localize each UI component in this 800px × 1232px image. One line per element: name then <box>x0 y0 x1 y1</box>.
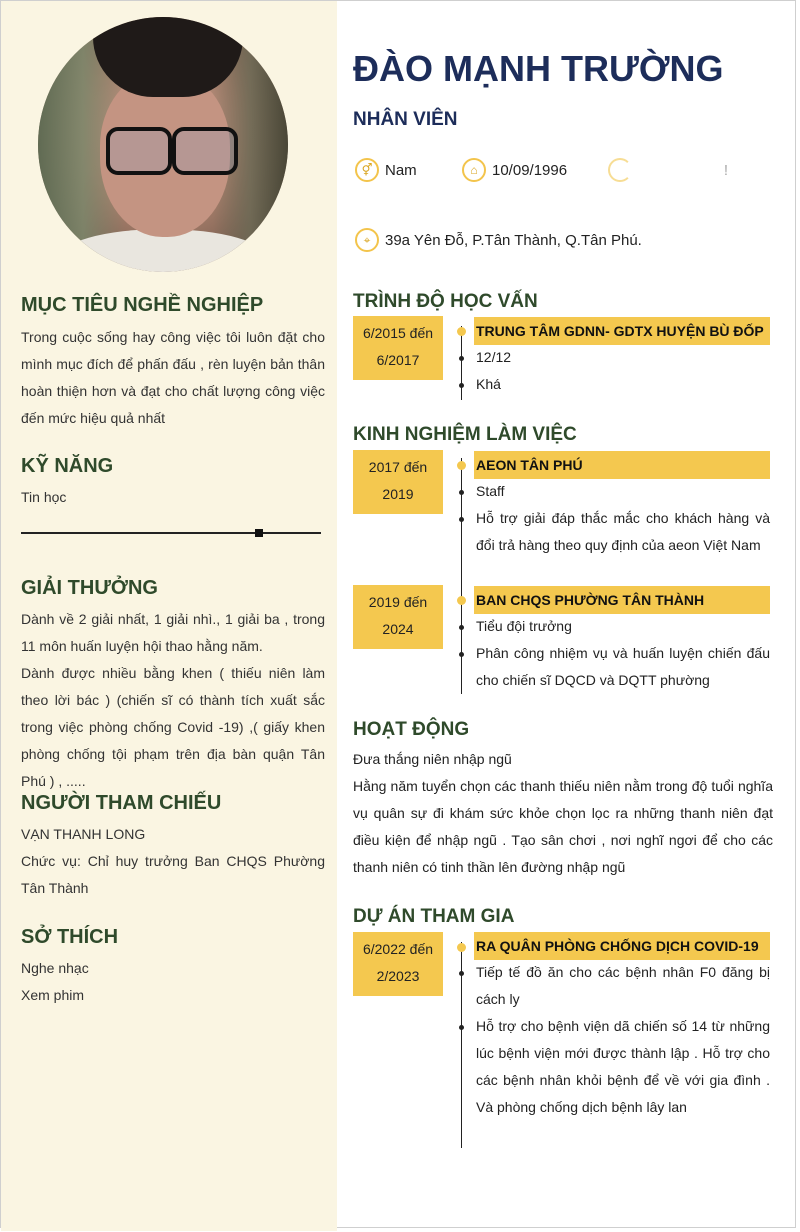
timeline-line <box>461 326 462 400</box>
address-info <box>355 228 642 252</box>
bullet-dot <box>459 971 464 976</box>
gender-value: Nam <box>385 161 417 179</box>
timeline-dot <box>457 461 466 470</box>
activities-text: Hằng năm tuyển chọn các thanh thiếu niên nằm trong độ tuổi nghĩa vụ quân sự đi khám sức khỏe chọn lọc ra những thanh niên đạt điều kiện để nhập ngũ . Tạo sân chơi , nơi nghĩ ngơi để cho các thanh niên có tinh thần lên đường nhập ngũ <box>353 778 773 875</box>
job-position: NHÂN VIÊN <box>353 109 458 130</box>
bullet-dot <box>459 517 464 522</box>
education-item: 12/12 <box>476 349 512 365</box>
avatar <box>38 17 288 272</box>
skill-item: Tin học <box>21 489 67 505</box>
skill-level-marker <box>255 529 263 537</box>
skill-level-bar <box>21 532 321 534</box>
bullet-dot <box>459 625 464 630</box>
full-name: ĐÀO MẠNH TRƯỜNG <box>353 48 724 89</box>
education-date: 6/2015 đến 6/2017 <box>353 316 443 380</box>
education-heading: TRUNG TÂM GDNN- GDTX HUYỆN BÙ ĐỐP <box>474 317 770 345</box>
experience-item: Staff <box>476 483 505 499</box>
awards-title: GIẢI THƯỞNG <box>21 577 158 599</box>
birthday-value: 10/09/1996 <box>492 161 568 179</box>
bullet-dot <box>459 490 464 495</box>
experience-date: 2019 đến 2024 <box>353 585 443 649</box>
phone-value: ! <box>723 161 728 179</box>
bullet-dot <box>459 1025 464 1030</box>
activities-line: Đưa thắng niên nhập ngũ <box>353 751 512 767</box>
cake-icon: ⌂ <box>462 158 486 182</box>
hobbies-title: SỞ THÍCH <box>21 926 119 948</box>
project-item: Tiếp tế đồ ăn cho các bệnh nhân F0 đăng bị cách ly <box>476 964 770 1007</box>
activities-title: HOẠT ĐỘNG <box>353 719 470 740</box>
objective-title: MỤC TIÊU NGHỀ NGHIỆP <box>21 294 264 316</box>
bullet-dot <box>459 383 464 388</box>
experience-date: 2017 đến 2019 <box>353 450 443 514</box>
experience-heading: BAN CHQS PHƯỜNG TÂN THÀNH <box>474 586 770 614</box>
education-item: Khá <box>476 376 501 392</box>
birthday-info <box>462 158 567 182</box>
experience-item: Hỗ trợ giải đáp thắc mắc cho khách hàng và đổi trả hàng theo quy định của aeon Việt Nam <box>476 510 770 553</box>
timeline-dot <box>457 943 466 952</box>
experience-item: Phân công nhiệm vụ và huấn luyện chiến đấu cho chiến sĩ DQCD và DQTT phường <box>476 645 770 688</box>
project-heading: RA QUÂN PHÒNG CHỐNG DỊCH COVID-19 <box>474 932 770 960</box>
reference-name: VẠN THANH LONG <box>21 826 146 842</box>
phone-icon <box>608 158 632 182</box>
awards-text: Dành về 2 giải nhất, 1 giải nhì., 1 giải ba , trong 11 môn huấn luyện hội thao hằng năm. Dành được nhiều bằng khen ( thiếu niên làm theo lời bác ) (chiến sĩ có thành tích xuất sắc trong việc phòng chống Covid -19) ,( giấy khen phòng chống tội phạm trên địa bàn quận Tân Phú ) , ..... <box>21 611 325 789</box>
project-date: 6/2022 đến 2/2023 <box>353 932 443 996</box>
gender-info <box>355 158 417 182</box>
experience-title: KINH NGHIỆM LÀM VIỆC <box>353 424 577 445</box>
hobby-item: Nghe nhạc <box>21 960 89 976</box>
projects-title: DỰ ÁN THAM GIA <box>353 906 515 927</box>
objective-text: Trong cuộc sống hay công việc tôi luôn đặt cho mình mục đích để phấn đấu , rèn luyện bản thân hoàn thiện hơn và đạt cho chất lượng công việc đến mức hiệu quả nhất <box>21 329 325 426</box>
timeline-dot <box>457 327 466 336</box>
reference-title: NGƯỜI THAM CHIẾU <box>21 792 222 814</box>
location-icon: ⌖ <box>355 228 379 252</box>
skills-title: KỸ NĂNG <box>21 455 114 477</box>
reference-role: Chức vụ: Chỉ huy trưởng Ban CHQS Phường Tân Thành <box>21 853 325 896</box>
gender-icon: ⚥ <box>355 158 379 182</box>
address-value: 39a Yên Đỗ, P.Tân Thành, Q.Tân Phú. <box>385 231 642 249</box>
project-item: Hỗ trợ cho bệnh viện dã chiến số 14 từ những lúc bệnh viện mới được thành lập . Hỗ trợ cho các bệnh nhân khỏi bệnh để về với gia đình . Và phòng chống dịch bệnh lây lan <box>476 1018 770 1115</box>
bullet-dot <box>459 356 464 361</box>
timeline-dot <box>457 596 466 605</box>
phone-info <box>608 158 728 182</box>
experience-item: Tiểu đội trưởng <box>476 618 572 634</box>
bullet-dot <box>459 652 464 657</box>
hobby-item: Xem phim <box>21 987 85 1003</box>
experience-heading: AEON TÂN PHÚ <box>474 451 770 479</box>
education-title: TRÌNH ĐỘ HỌC VẤN <box>353 291 538 312</box>
